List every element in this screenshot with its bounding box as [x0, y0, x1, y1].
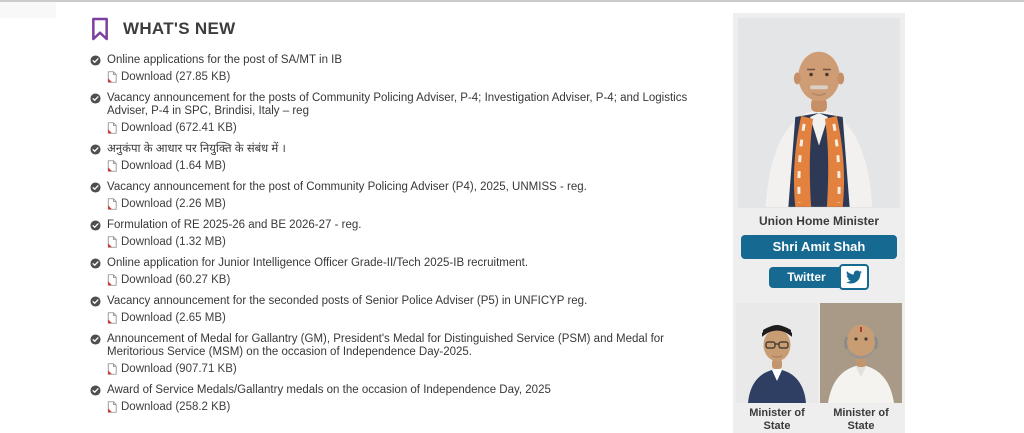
minister-of-state-2	[820, 303, 902, 433]
pdf-file-icon	[107, 198, 117, 210]
top-left-fragment	[0, 2, 56, 18]
pdf-file-icon	[107, 401, 117, 413]
download-label: Download (1.32 MB)	[121, 235, 226, 248]
twitter-icon[interactable]	[839, 264, 869, 290]
list-item	[90, 295, 720, 324]
item-title: Formulation of RE 2025-26 and BE 2026-27 - reg.	[107, 219, 362, 231]
whats-new-heading: WHAT'S NEW	[123, 19, 236, 38]
pdf-file-icon	[107, 363, 117, 375]
download-link[interactable]	[107, 70, 720, 83]
check-circle-icon	[90, 258, 101, 269]
check-circle-icon	[90, 93, 101, 104]
minister-sidebar	[733, 13, 905, 433]
download-link[interactable]	[107, 121, 720, 134]
item-title: Announcement of Medal for Gallantry (GM), President's Medal for Distinguished Service (PSM) and Medal for Meritorious Service (MSM) on the occasion of Independence Day-2025.	[107, 333, 664, 358]
check-circle-icon	[90, 296, 101, 307]
pdf-file-icon	[107, 312, 117, 324]
pdf-file-icon	[107, 122, 117, 134]
page-top-divider	[0, 0, 1024, 2]
check-circle-icon	[90, 334, 101, 345]
union-home-minister-photo[interactable]	[738, 18, 900, 208]
pdf-file-icon	[107, 274, 117, 286]
download-link[interactable]	[107, 362, 720, 375]
download-link[interactable]	[107, 235, 720, 248]
pdf-file-icon	[107, 236, 117, 248]
minister-name-button[interactable]: Shri Amit Shah	[741, 235, 897, 259]
list-item	[90, 181, 720, 210]
check-circle-icon	[90, 385, 101, 396]
list-item	[90, 219, 720, 248]
download-label: Download (672.41 KB)	[121, 121, 237, 134]
item-title: अनुकंपा के आधार पर नियुक्ति के संबंध में ।	[107, 143, 286, 155]
download-label: Download (2.26 MB)	[121, 197, 226, 210]
item-title: Online application for Junior Intelligence Officer Grade-II/Tech 2025-IB recruitment.	[107, 257, 529, 269]
check-circle-icon	[90, 144, 101, 155]
minister-of-state-portrait-2	[820, 303, 902, 403]
minister-of-state-portrait-1	[736, 303, 818, 403]
download-link[interactable]	[107, 311, 720, 324]
item-title: Vacancy announcement for the posts of Community Policing Adviser, P-4; Investigation Adviser, P-4; and Logistics Adviser, P-4 in SPC, Brindisi, Italy – reg	[107, 92, 688, 117]
whats-new-section	[90, 16, 720, 422]
download-label: Download (60.27 KB)	[121, 273, 231, 286]
item-title: Online applications for the post of SA/MT in IB	[107, 54, 343, 66]
check-circle-icon	[90, 182, 101, 193]
check-circle-icon	[90, 55, 101, 66]
check-circle-icon	[90, 220, 101, 231]
twitter-bird-icon	[846, 269, 862, 285]
twitter-button[interactable]: Twitter	[769, 267, 843, 288]
amit-shah-portrait	[738, 18, 900, 208]
list-item	[90, 384, 720, 413]
download-label: Download (907.71 KB)	[121, 362, 237, 375]
minister-of-state-caption-1: Minister of State	[749, 407, 805, 433]
whats-new-list	[90, 54, 720, 413]
download-label: Download (1.64 MB)	[121, 159, 226, 172]
pdf-file-icon	[107, 71, 117, 83]
list-item	[90, 54, 720, 83]
list-item	[90, 333, 720, 375]
download-link[interactable]	[107, 400, 720, 413]
list-item	[90, 257, 720, 286]
item-title: Vacancy announcement for the seconded posts of Senior Police Adviser (P5) in UNFICYP reg.	[107, 295, 588, 307]
download-label: Download (258.2 KB)	[121, 400, 231, 413]
minister-of-state-photo-2[interactable]	[820, 303, 902, 403]
minister-of-state-caption-2: Minister of State	[833, 407, 889, 433]
item-title: Award of Service Medals/Gallantry medals on the occasion of Independence Day, 2025	[107, 384, 551, 396]
list-item	[90, 92, 720, 134]
download-label: Download (27.85 KB)	[121, 70, 231, 83]
download-link[interactable]	[107, 197, 720, 210]
bookmark-icon	[90, 16, 110, 42]
item-title: Vacancy announcement for the post of Community Policing Adviser (P4), 2025, UNMISS - reg.	[107, 181, 587, 193]
download-link[interactable]	[107, 273, 720, 286]
minister-of-state-1	[736, 303, 818, 433]
download-label: Download (2.65 MB)	[121, 311, 226, 324]
union-home-minister-caption: Union Home Minister	[758, 214, 879, 228]
minister-of-state-photo-1[interactable]	[736, 303, 818, 403]
download-link[interactable]	[107, 159, 720, 172]
pdf-file-icon	[107, 160, 117, 172]
list-item	[90, 143, 720, 172]
